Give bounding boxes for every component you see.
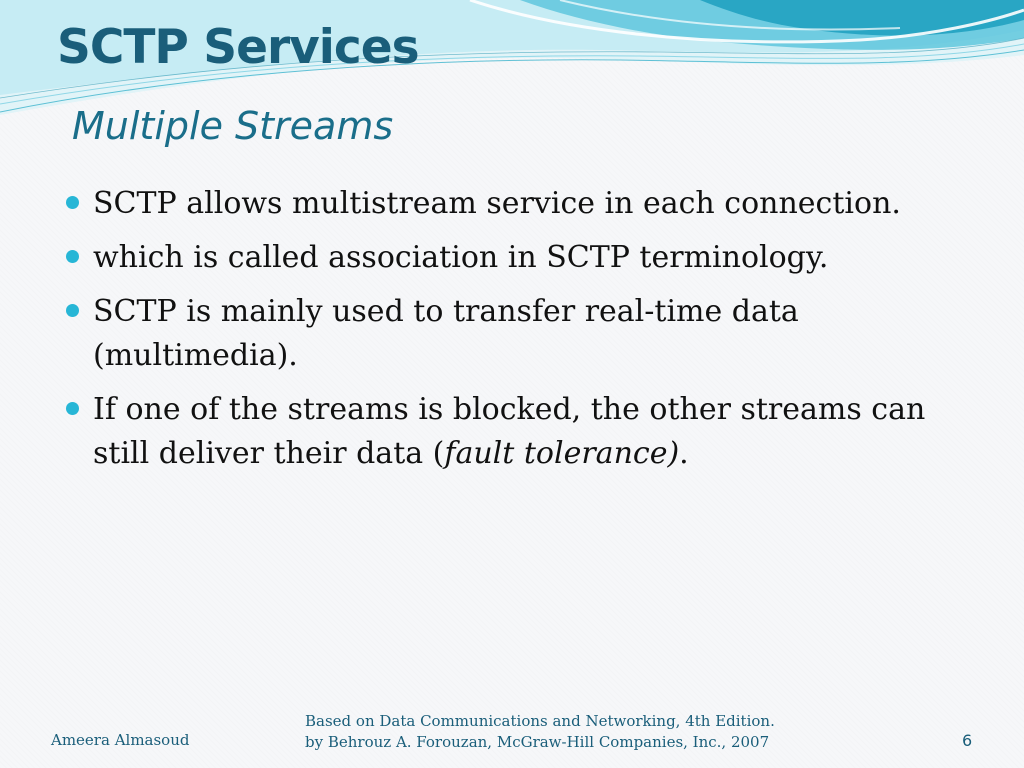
bullet-text: SCTP is mainly used to transfer real-time data (multimedia). bbox=[93, 294, 799, 373]
bullet-dot-icon bbox=[66, 250, 79, 263]
footer-source-line: by Behrouz A. Forouzan, McGraw-Hill Companies, Inc., 2007 bbox=[305, 733, 770, 751]
footer-source-line: Based on Data Communications and Networking, 4th Edition. bbox=[305, 712, 775, 730]
bullet-text-end: . bbox=[679, 436, 689, 471]
bullet-text: which is called association in SCTP terminology. bbox=[93, 240, 829, 275]
slide-title: SCTP Services bbox=[57, 20, 419, 75]
bullet-list bbox=[66, 182, 966, 486]
bullet-text-italic: fault tolerance) bbox=[444, 436, 680, 471]
slide-subtitle: Multiple Streams bbox=[72, 104, 394, 148]
page-number: 6 bbox=[962, 731, 973, 750]
bullet-item bbox=[66, 236, 966, 280]
bullet-text: If one of the streams is blocked, the other streams can still deliver their data ( bbox=[93, 392, 926, 471]
bullet-item bbox=[66, 388, 966, 476]
footer-author: Ameera Almasoud bbox=[51, 731, 190, 749]
footer-source bbox=[305, 711, 775, 753]
bullet-item bbox=[66, 290, 966, 378]
bullet-dot-icon bbox=[66, 304, 79, 317]
bullet-dot-icon bbox=[66, 196, 79, 209]
bullet-text: SCTP allows multistream service in each connection. bbox=[93, 186, 901, 221]
bullet-item bbox=[66, 182, 966, 226]
bullet-dot-icon bbox=[66, 402, 79, 415]
